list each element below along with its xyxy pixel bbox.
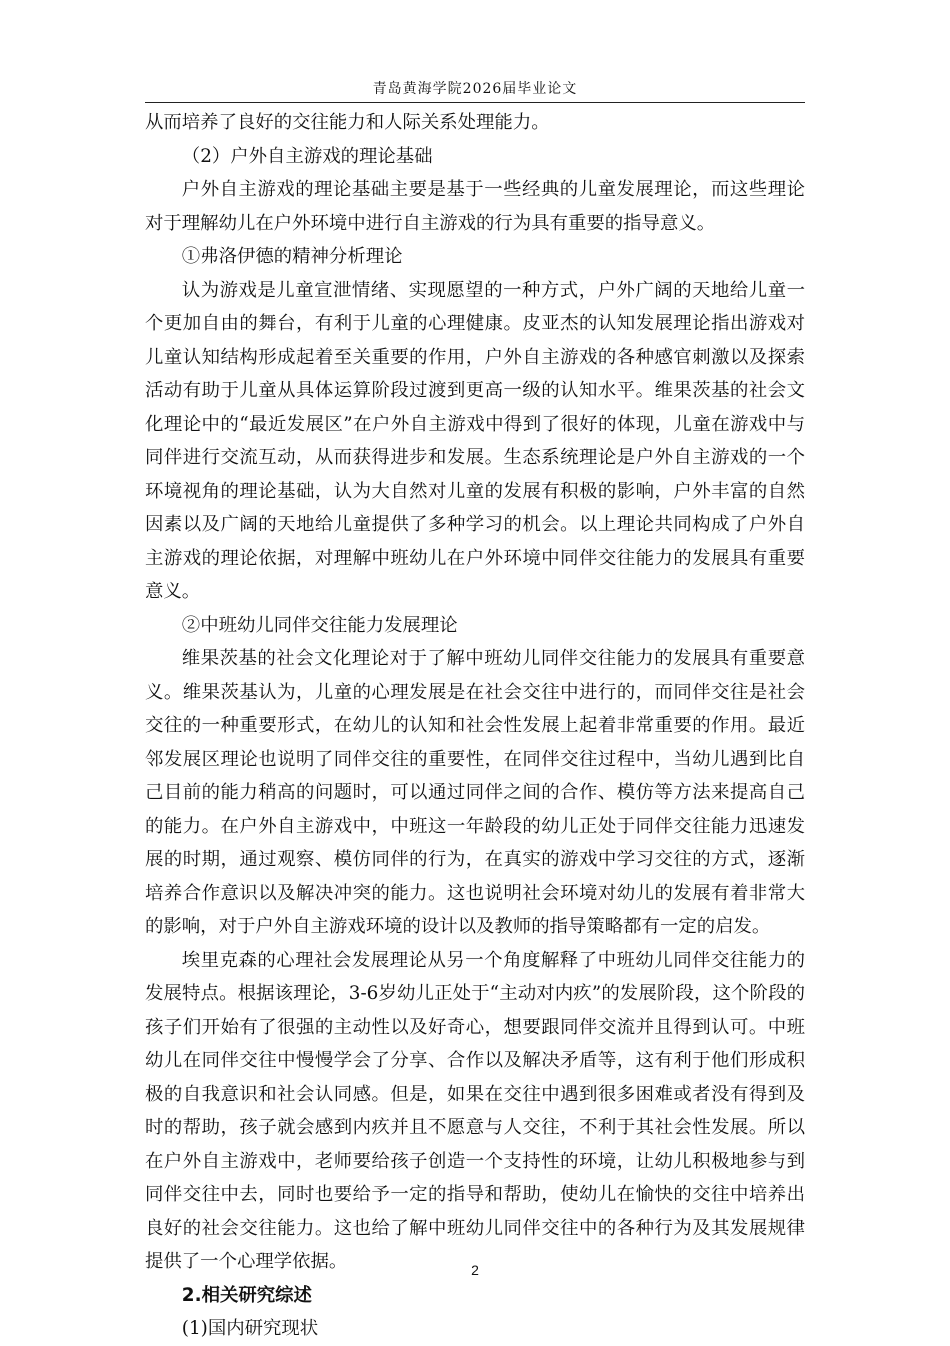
page-header: 青岛黄海学院2026届毕业论文	[372, 81, 578, 97]
page-number: 2	[471, 1262, 479, 1278]
paragraph: 户外自主游戏的理论基础主要是基于一些经典的儿童发展理论，而这些理论对于理解幼儿在户外环境中进行自主游戏的行为具有重要的指导意义。	[145, 179, 805, 234]
subsection-heading: (1)国内研究现状	[181, 1318, 319, 1339]
subsection-heading: ①弗洛伊德的精神分析理论	[181, 246, 403, 267]
header-divider	[145, 102, 805, 103]
section-heading: （2）户外自主游戏的理论基础	[181, 145, 433, 167]
paragraph: 从而培养了良好的交往能力和人际关系处理能力。	[145, 112, 550, 133]
paragraph: 认为游戏是儿童宣泄情绪、实现愿望的一种方式，户外广阔的天地给儿童一个更加自由的舞台，有利于儿童的心理健康。皮亚杰的认知发展理论指出游戏对儿童认知结构形成起着至关重要的作用，户外自主游戏的各种感官刺激以及探索活动有助于儿童从具体运算阶段过渡到更高一级的认知水平。维果茨基的社会文化理论中的“最近发展区”在户外自主游戏中得到了很好的体现，儿童在游戏中与同伴进行交流互动，从而获得进步和发展。生态系统理论是户外自主游戏的一个环境视角的理论基础，认为大自然对儿童的发展有积极的影响，户外丰富的自然因素以及广阔的天地给儿童提供了多种学习的机会。以上理论共同构成了户外自主游戏的理论依据，对理解中班幼儿在户外环境中同伴交往能力的发展具有重要意义。	[145, 279, 805, 602]
paragraph: 埃里克森的心理社会发展理论从另一个角度解释了中班幼儿同伴交往能力的发展特点。根据该理论，3-6岁幼儿正处于“主动对内疚”的发展阶段，这个阶段的孩子们开始有了很强的主动性以及好奇心，想要跟同伴交流并且得到认可。中班幼儿在同伴交往中慢慢学会了分享、合作以及解决矛盾等，这有利于他们形成积极的自我意识和社会认同感。但是，如果在交往中遇到很多困难或者没有得到及时的帮助，孩子就会感到内疚并且不愿意与人交往，不利于其社会性发展。所以在户外自主游戏中，老师要给孩子创造一个支持性的环境，让幼儿积极地参与到同伴交往中去，同时也要给予一定的指导和帮助，使幼儿在愉快的交往中培养出良好的社会交往能力。这也给了解中班幼儿同伴交往中的各种行为及其发展规律提供了一个心理学依据。	[145, 949, 805, 1272]
paragraph: 维果茨基的社会文化理论对于了解中班幼儿同伴交往能力的发展具有重要意义。维果茨基认为，儿童的心理发展是在社会交往中进行的，而同伴交往是社会交往的一种重要形式，在幼儿的认知和社会性发展上起着非常重要的作用。最近邻发展区理论也说明了同伴交往的重要性，在同伴交往过程中，当幼儿遇到比自己目前的能力稍高的问题时，可以通过同伴之间的合作、模仿等方法来提高自己的能力。在户外自主游戏中，中班这一年龄段的幼儿正处于同伴交往能力迅速发展的时期，通过观察、模仿同伴的行为，在真实的游戏中学习交往的方式，逐渐培养合作意识以及解决冲突的能力。这也说明社会环境对幼儿的发展有着非常大的影响，对于户外自主游戏环境的设计以及教师的指导策略都有一定的启发。	[145, 648, 805, 937]
subsection-heading: ②中班幼儿同伴交往能力发展理论	[181, 614, 458, 636]
document-body	[145, 106, 805, 1346]
section-heading: 2.相关研究综述	[181, 1284, 312, 1306]
